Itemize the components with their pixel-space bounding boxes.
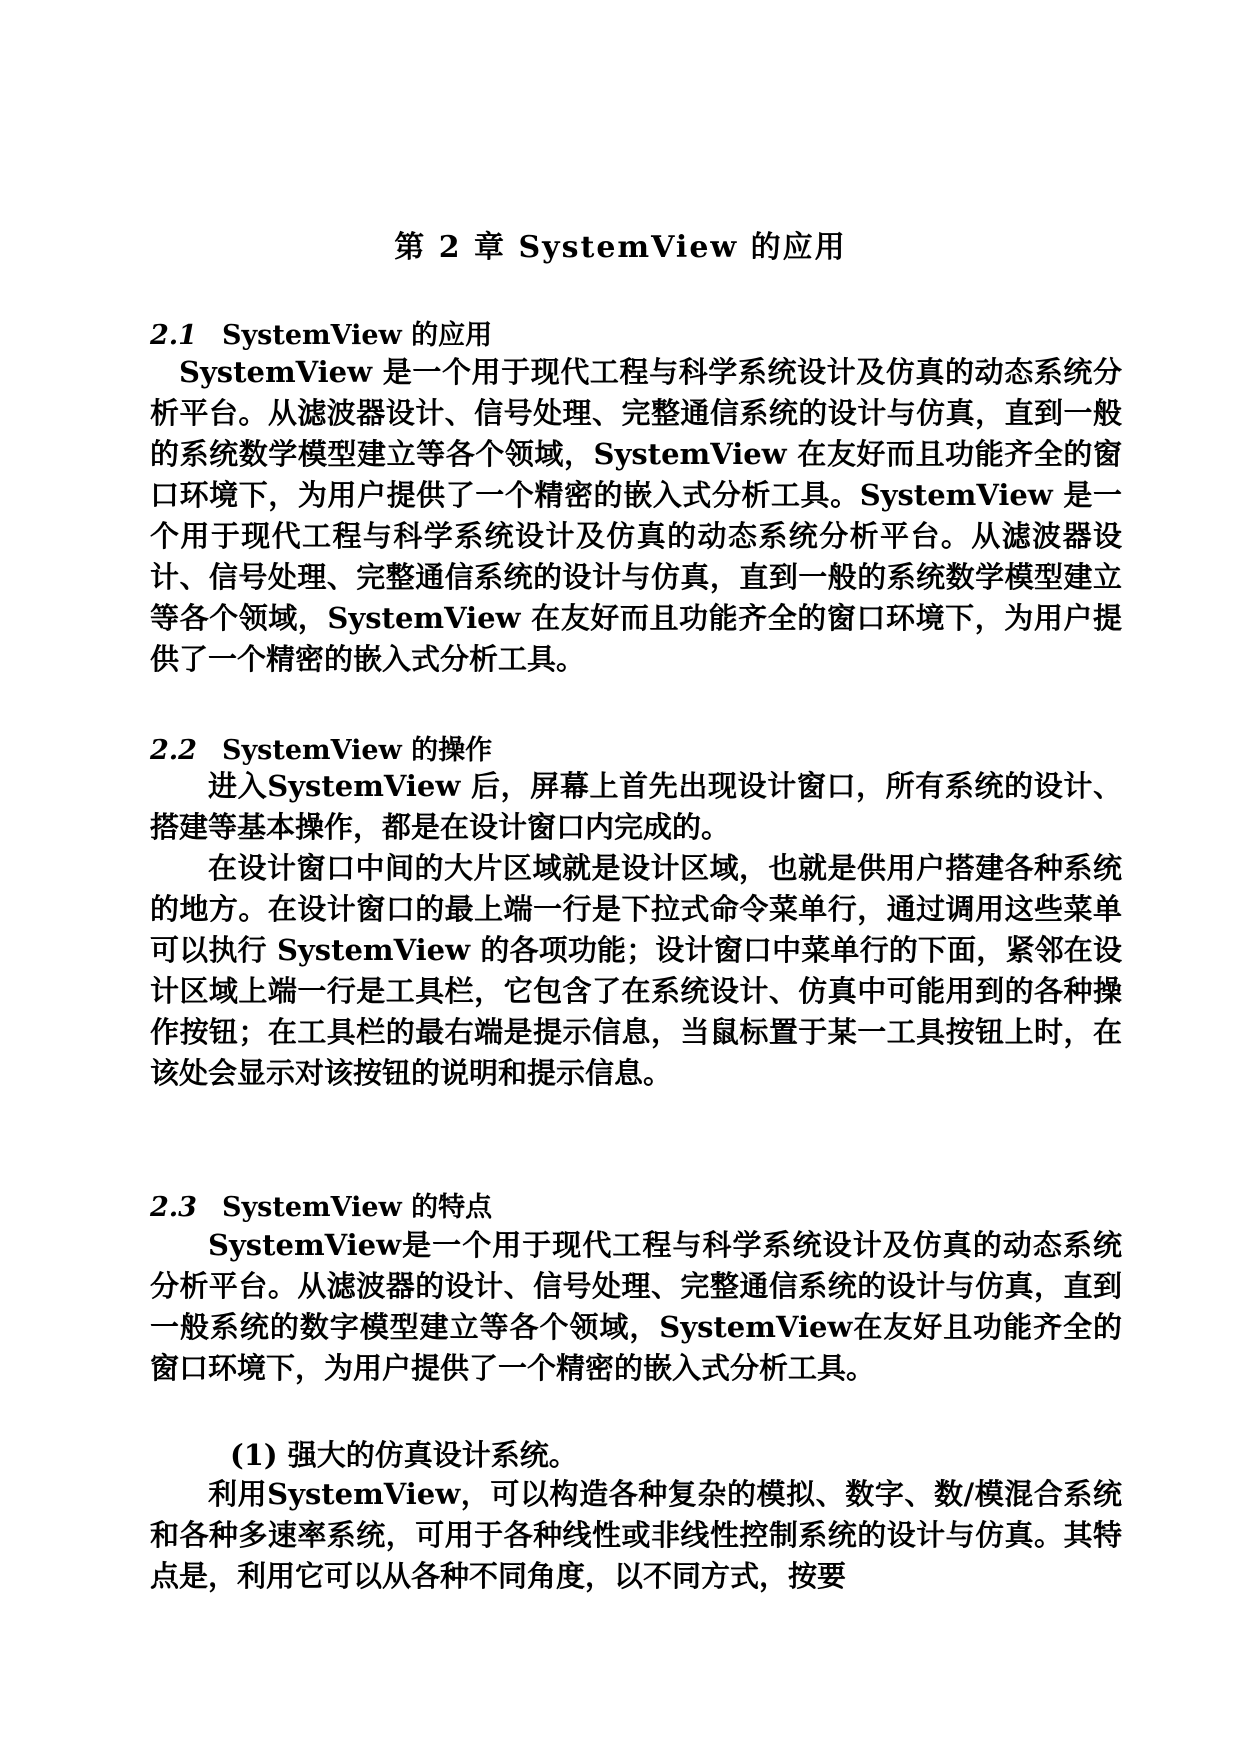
list-item: (1) 强大的仿真设计系统。	[230, 1438, 578, 1472]
section-heading-2-2	[150, 728, 492, 767]
paragraph-2-3: SystemView是一个用于现代工程与科学系统设计及仿真的动态系统分析平台。从滤波器的设计、信号处理、完整通信系统的设计与仿真，直到一般系统的数字模型建立等各个领域，SystemView在友好且功能齐全的窗口环境下，为用户提供了一个精密的嵌入式分析工具。	[150, 1228, 1122, 1385]
section-number: 2.3	[150, 1192, 197, 1223]
paragraph-2-1: SystemView 是一个用于现代工程与科学系统设计及仿真的动态系统分析平台。从滤波器设计、信号处理、完整通信系统的设计与仿真，直到一般的系统数学模型建立等各个领域，SystemView 在友好而且功能齐全的窗口环境下，为用户提供了一个精密的嵌入式分析工具。SystemView 是一个用于现代工程与科学系统设计及仿真的动态系统分析平台。从滤波器设计、信号处理、完整通信系统的设计与仿真，直到一般的系统数学模型建立等各个领域，SystemView 在友好而且功能齐全的窗口环境下，为用户提供了一个精密的嵌入式分析工具。	[150, 355, 1122, 676]
paragraph-2-2-a: 进入SystemView 后，屏幕上首先出现设计窗口，所有系统的设计、搭建等基本操作，都是在设计窗口内完成的。	[150, 769, 1122, 844]
section-heading-2-1	[150, 313, 492, 352]
section-number: 2.2	[150, 735, 197, 766]
paragraph-2-2-b: 在设计窗口中间的大片区域就是设计区域，也就是供用户搭建各种系统的地方。在设计窗口的最上端一行是下拉式命令菜单行，通过调用这些菜单可以执行 SystemView 的各项功能；设计窗口中菜单行的下面，紧邻在设计区域上端一行是工具栏，它包含了在系统设计、仿真中可能用到的各种操作按钮；在工具栏的最右端是提示信息，当鼠标置于某一工具按钮上时，在该处会显示对该按钮的说明和提示信息。	[150, 851, 1122, 1090]
paragraph-2-3-sub: 利用SystemView，可以构造各种复杂的模拟、数字、数/模混合系统和各种多速率系统，可用于各种线性或非线性控制系统的设计与仿真。其特点是，利用它可以从各种不同角度，以不同方式，按要	[150, 1477, 1122, 1593]
section-number: 2.1	[150, 320, 197, 351]
section-heading-2-3	[150, 1185, 492, 1224]
chapter-title: 第 2 章 SystemView 的应用	[394, 230, 847, 265]
section-title: SystemView 的应用	[222, 320, 493, 351]
section-title: SystemView 的操作	[222, 735, 493, 766]
section-title: SystemView 的特点	[222, 1192, 493, 1223]
